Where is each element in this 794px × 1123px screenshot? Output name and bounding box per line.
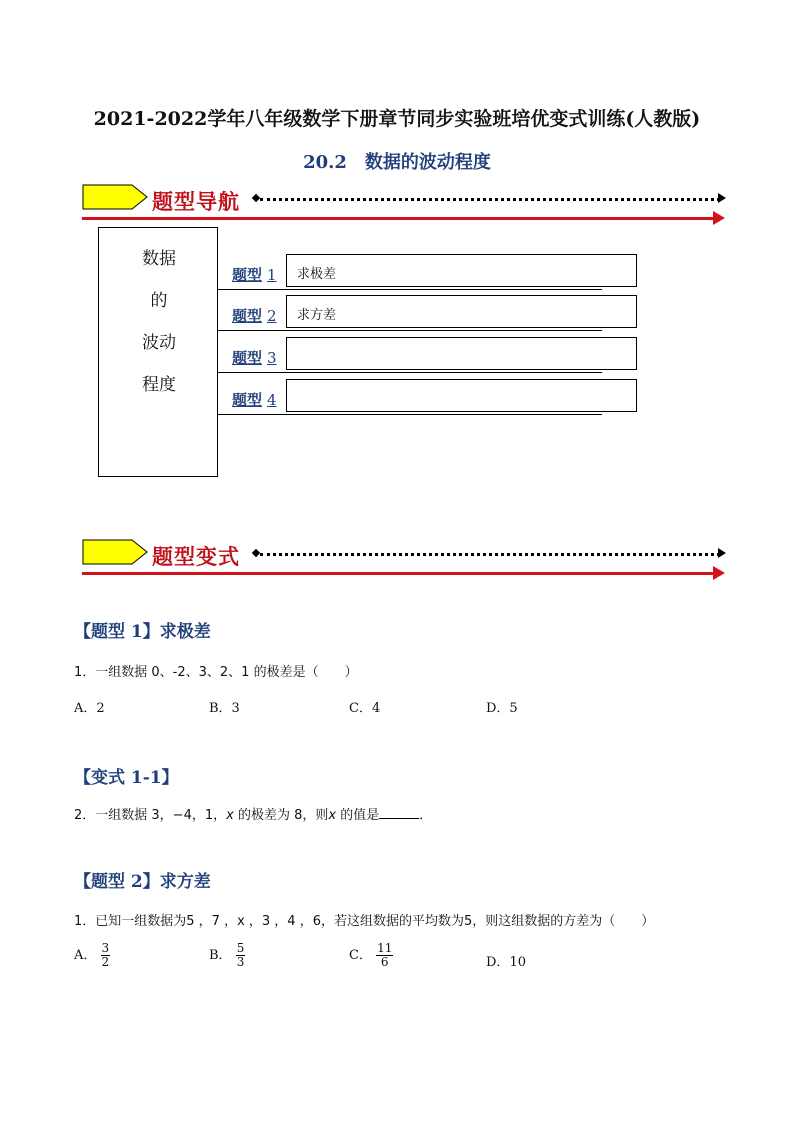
variable-x: x [226,808,234,823]
question-text: 1．一组数据 0、-2、3、2、1 的极差是（ ） [74,665,358,680]
red-arrow-icon [713,211,725,225]
banner-type-variants [82,539,727,589]
variable-x: x [328,808,337,823]
option-c [349,942,393,969]
answer-blank[interactable] [379,806,419,819]
type-label-2: 题型 2 [232,307,277,325]
topic-line: 数据 [142,249,176,269]
red-line [82,572,715,575]
option-b: B．3 [209,701,240,716]
document-title: 2021-2022学年八年级数学下册章节同步实验班培优变式训练(人教版) [93,108,701,130]
option-d [486,951,526,970]
connector-line [218,289,602,290]
option-c: C．4 [349,701,381,716]
option-b [209,942,245,969]
section-title: 20.2 数据的波动程度 [303,152,491,173]
type-box-3 [286,337,637,370]
yellow-flag-icon [82,539,148,565]
connector-line [218,372,602,373]
fraction [236,942,246,969]
topic-line: 的 [150,291,168,311]
red-line [82,217,715,220]
question-part: 2．一组数据 3，−4，1， [74,808,227,823]
banner-label: 题型导航 [152,189,240,214]
option-value: 10 [509,955,526,970]
type-label-1: 题型 1 [232,266,277,284]
question-text: 1．已知一组数据为5 ，7 ，x ，3 ，4 ，6，若这组数据的平均数为5，则这组数据的方差为（ ） [74,914,655,929]
type-label-3: 题型 3 [232,349,277,367]
numerator: 11 [377,941,393,955]
arrow-icon [718,548,726,558]
diamond-icon [252,194,260,202]
yellow-flag-icon [82,184,148,210]
dotted-line [260,198,720,201]
dotted-line [260,553,720,556]
section-heading: 【题型 2】求方差 [74,872,211,892]
question-part: 的极差为 8，则 [233,808,329,823]
denominator: 2 [101,955,110,969]
option-a [74,942,110,969]
connector-line [218,330,602,331]
denominator: 6 [380,955,389,969]
option-prefix: C． [349,948,372,963]
topic-line: 波动 [142,333,176,353]
question-text [74,804,432,823]
denominator: 3 [236,955,245,969]
type-box-2: 求方差 [286,295,637,328]
type-box-4 [286,379,637,412]
diamond-icon [252,549,260,557]
question-part: 的值是 [336,808,380,823]
arrow-icon [718,193,726,203]
option-prefix: A． [74,948,97,963]
topic-box [98,227,218,477]
section-heading: 【题型 1】求极差 [74,622,211,642]
fraction [101,942,111,969]
banner-label: 题型变式 [152,544,240,569]
numerator: 3 [101,941,110,955]
question-part: ． [419,808,433,823]
connector-line [218,414,602,415]
option-a: A．2 [74,701,105,716]
option-d: D．5 [486,701,518,716]
fraction [376,942,393,969]
option-prefix: D． [486,955,510,970]
section-heading: 【变式 1-1】 [74,768,179,788]
topic-line: 程度 [142,375,176,395]
numerator: 5 [236,941,245,955]
red-arrow-icon [713,566,725,580]
option-prefix: B． [209,948,232,963]
type-label-4: 题型 4 [232,391,277,409]
type-box-1: 求极差 [286,254,637,287]
